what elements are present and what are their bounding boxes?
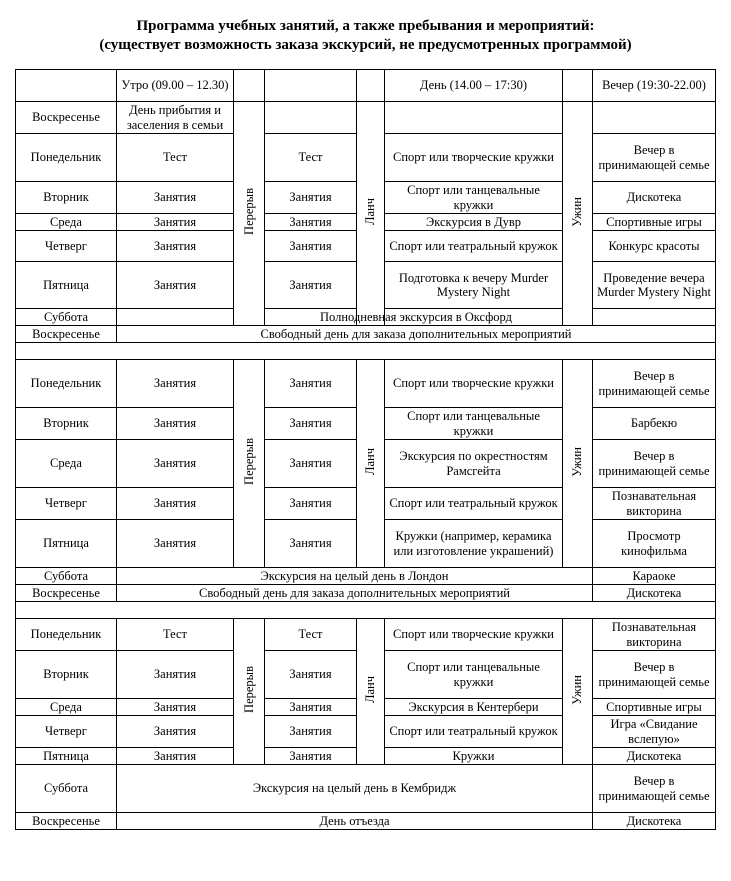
lunch-column: Ланч — [357, 360, 385, 568]
evening-cell: Дискотека — [593, 813, 716, 830]
header-row — [16, 70, 716, 102]
morning-cell: Занятия — [117, 231, 234, 262]
day-label: Воскресенье — [16, 585, 117, 602]
table-row — [16, 619, 716, 651]
morning-cell: Занятия — [117, 716, 234, 748]
afternoon-cell: Занятия — [265, 360, 357, 408]
lunch-column: Ланч — [357, 619, 385, 765]
page-title — [0, 17, 731, 55]
morning-cell: Занятия — [117, 214, 234, 231]
header-empty — [16, 70, 117, 102]
day-label: Пятница — [16, 262, 117, 309]
table-row — [16, 568, 716, 585]
day-label: Воскресенье — [16, 102, 117, 134]
evening-cell: Просмотр кинофильма — [593, 520, 716, 568]
table-row — [16, 813, 716, 830]
schedule-table — [15, 69, 716, 830]
day-activity-cell: Спорт или творческие кружки — [385, 360, 563, 408]
morning-cell: Занятия — [117, 520, 234, 568]
day-activity-cell: Кружки (например, керамика или изготовление украшений) — [385, 520, 563, 568]
day-label: Четверг — [16, 716, 117, 748]
break-column: Перерыв — [234, 360, 265, 568]
evening-cell: Конкурс красоты — [593, 231, 716, 262]
evening-cell: Вечер в принимающей семье — [593, 360, 716, 408]
break-column: Перерыв — [234, 102, 265, 326]
day-label: Пятница — [16, 520, 117, 568]
morning-cell: Занятия — [117, 651, 234, 699]
day-label: Понедельник — [16, 619, 117, 651]
evening-cell: Барбекю — [593, 408, 716, 440]
afternoon-cell: Занятия — [265, 520, 357, 568]
lunch-column: Ланч — [357, 102, 385, 326]
day-activity-cell: Спорт или театральный кружок — [385, 488, 563, 520]
day-activity-cell: Спорт или танцевальные кружки — [385, 182, 563, 214]
day-activity-cell: Спорт или танцевальные кружки — [385, 408, 563, 440]
day-activity-cell: Спорт или творческие кружки — [385, 619, 563, 651]
afternoon-cell: Занятия — [265, 699, 357, 716]
evening-cell: Дискотека — [593, 585, 716, 602]
afternoon-cell: Занятия — [265, 231, 357, 262]
evening-cell: Познавательная викторина — [593, 488, 716, 520]
day-label: Воскресенье — [16, 326, 117, 343]
fullday-cell: Свободный день для заказа дополнительных мероприятий — [117, 585, 593, 602]
break-column: Перерыв — [234, 619, 265, 765]
day-activity-cell: Спорт или театральный кружок — [385, 716, 563, 748]
dinner-column: Ужин — [563, 360, 593, 568]
morning-cell: Занятия — [117, 182, 234, 214]
afternoon-cell: Занятия — [265, 488, 357, 520]
morning-cell: Занятия — [117, 408, 234, 440]
title-line-2: (существует возможность заказа экскурсий, не предусмотренных программой) — [99, 37, 632, 53]
afternoon-cell: Занятия — [265, 182, 357, 214]
day-activity-cell: Спорт или танцевальные кружки — [385, 651, 563, 699]
evening-cell: Проведение вечера Murder Mystery Night — [593, 262, 716, 309]
header-morning: Утро (09.00 – 12.30) — [117, 70, 234, 102]
fullday-cell: Свободный день для заказа дополнительных мероприятий — [117, 326, 716, 343]
table-row — [16, 326, 716, 343]
day-label: Пятница — [16, 748, 117, 765]
morning-cell: День прибытия и заселения в семьи — [117, 102, 234, 134]
table-row — [16, 360, 716, 408]
afternoon-cell: Занятия — [265, 214, 357, 231]
afternoon-cell: Занятия — [265, 651, 357, 699]
day-activity-cell: Экскурсия в Дувр — [385, 214, 563, 231]
week-separator — [16, 602, 716, 619]
morning-cell: Занятия — [117, 262, 234, 309]
day-label: Среда — [16, 214, 117, 231]
morning-cell: Занятия — [117, 488, 234, 520]
evening-cell: Спортивные игры — [593, 214, 716, 231]
day-label: Четверг — [16, 231, 117, 262]
day-label: Четверг — [16, 488, 117, 520]
table-row — [16, 102, 716, 134]
morning-cell: Тест — [117, 134, 234, 182]
afternoon-cell: Занятия — [265, 440, 357, 488]
dinner-column: Ужин — [563, 102, 593, 326]
evening-cell: Дискотека — [593, 748, 716, 765]
day-label: Среда — [16, 440, 117, 488]
day-label: Понедельник — [16, 360, 117, 408]
evening-cell: Спортивные игры — [593, 699, 716, 716]
evening-cell: Вечер в принимающей семье — [593, 134, 716, 182]
fullday-cell: Экскурсия на целый день в Лондон — [117, 568, 593, 585]
day-label: Вторник — [16, 408, 117, 440]
day-activity-cell: Подготовка к вечеру Murder Mystery Night — [385, 262, 563, 309]
afternoon-cell: Занятия — [265, 262, 357, 309]
afternoon-cell: Тест — [265, 134, 357, 182]
evening-cell: Вечер в принимающей семье — [593, 765, 716, 813]
afternoon-cell: Занятия — [265, 408, 357, 440]
day-label: Вторник — [16, 651, 117, 699]
evening-cell: Познавательная викторина — [593, 619, 716, 651]
evening-cell: Дискотека — [593, 182, 716, 214]
afternoon-cell: Тест — [265, 619, 357, 651]
day-label: Суббота — [16, 309, 117, 326]
morning-cell: Занятия — [117, 360, 234, 408]
day-label: Суббота — [16, 765, 117, 813]
day-activity-cell: Спорт или творческие кружки — [385, 134, 563, 182]
day-activity-cell: Спорт или театральный кружок — [385, 231, 563, 262]
week-separator — [16, 343, 716, 360]
day-label: Понедельник — [16, 134, 117, 182]
day-activity-cell: Экскурсия в Кентербери — [385, 699, 563, 716]
header-day: День (14.00 – 17:30) — [385, 70, 563, 102]
table-row — [16, 585, 716, 602]
header-evening: Вечер (19:30-22.00) — [593, 70, 716, 102]
evening-cell: Караоке — [593, 568, 716, 585]
afternoon-cell: Занятия — [265, 748, 357, 765]
day-activity-cell: Кружки — [385, 748, 563, 765]
day-label: Суббота — [16, 568, 117, 585]
day-activity-cell: Экскурсия по окрестностям Рамсгейта — [385, 440, 563, 488]
morning-cell: Занятия — [117, 699, 234, 716]
day-label: Вторник — [16, 182, 117, 214]
morning-cell: Тест — [117, 619, 234, 651]
fullday-cell: Полнодневная экскурсия в Оксфорд — [117, 309, 716, 326]
evening-cell: Вечер в принимающей семье — [593, 651, 716, 699]
fullday-cell: Экскурсия на целый день в Кембридж — [117, 765, 593, 813]
morning-cell: Занятия — [117, 748, 234, 765]
evening-cell: Игра «Свидание вслепую» — [593, 716, 716, 748]
day-label: Воскресенье — [16, 813, 117, 830]
afternoon-cell: Занятия — [265, 716, 357, 748]
table-row — [16, 765, 716, 813]
fullday-cell: День отъезда — [117, 813, 593, 830]
title-line-1: Программа учебных занятий, а также пребывания и мероприятий: — [136, 18, 595, 34]
day-label: Среда — [16, 699, 117, 716]
table-row — [16, 309, 716, 326]
dinner-column: Ужин — [563, 619, 593, 765]
morning-cell: Занятия — [117, 440, 234, 488]
evening-cell: Вечер в принимающей семье — [593, 440, 716, 488]
